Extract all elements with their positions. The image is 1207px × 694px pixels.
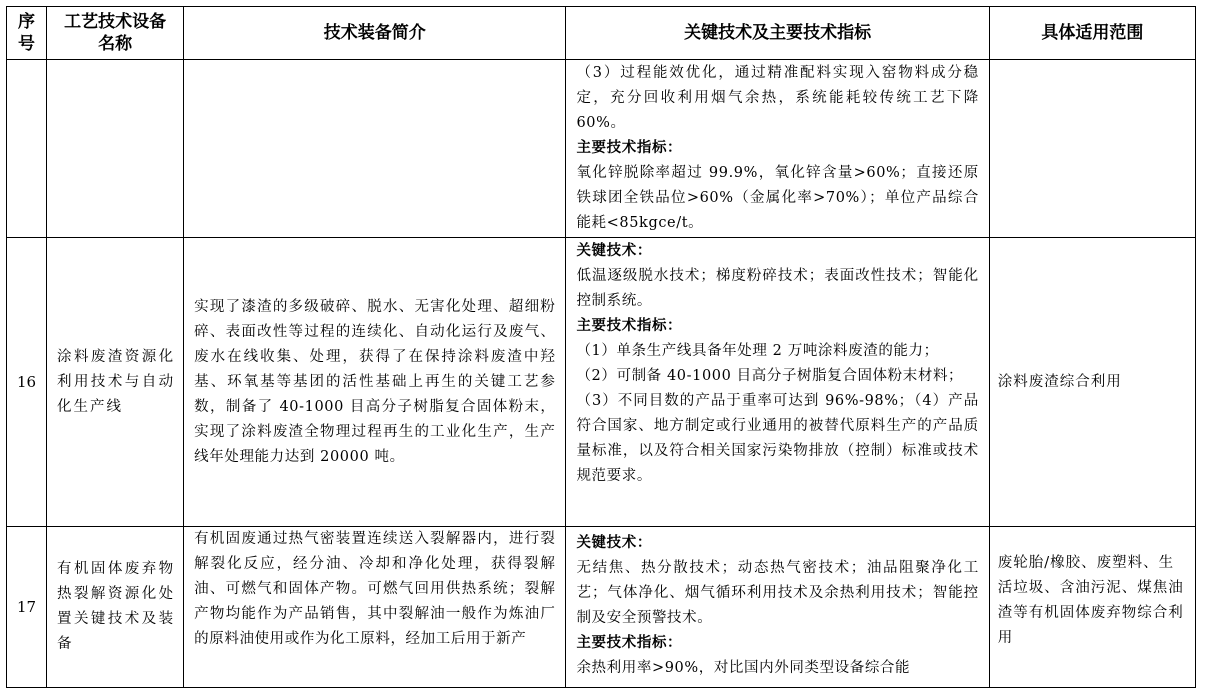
- row17-intro-cell: [184, 527, 566, 688]
- row17-scope: 废轮胎/橡胶、废塑料、生活垃圾、含油污泥、煤焦油渣等有机固体废弃物综合利用: [997, 555, 1184, 646]
- row17-indicators-heading: 主要技术指标：: [576, 635, 683, 651]
- row16-key-cell: [566, 238, 989, 527]
- row16-scope: 涂料废渣综合利用: [989, 238, 1195, 527]
- row15-no-cell: [7, 60, 47, 238]
- row15-scope-cell: [989, 60, 1195, 238]
- row16-key-heading: 关键技术：: [576, 243, 652, 259]
- table-row-16: [7, 238, 1196, 527]
- row17-name: 有机固体废弃物热裂解资源化处置关键技术及装备: [47, 527, 184, 688]
- header-scope: 具体适用范围: [989, 7, 1195, 60]
- header-key: 关键技术及主要技术指标: [566, 7, 989, 60]
- row16-indicator-1: （1）单条生产线具备年处理 2 万吨涂料废渣的能力；: [576, 343, 939, 359]
- row17-key-text: 无结焦、热分散技术；动态热气密技术；油品阻聚净化工艺；气体净化、烟气循环利用技术及余热利用技术；智能控制及安全预警技术。: [576, 560, 979, 626]
- row15-name-cell: [47, 60, 184, 238]
- header-no: 序号: [7, 7, 47, 60]
- row17-scope-cell: [989, 527, 1195, 688]
- technology-catalog-table: [6, 6, 1196, 688]
- row16-name: 涂料废渣资源化利用技术与自动化生产线: [47, 238, 184, 527]
- header-intro: 技术装备简介: [184, 7, 566, 60]
- row15-key-p3: （3）过程能效优化，通过精准配料实现入窑物料成分稳定，充分回收利用烟气余热，系统能耗较传统工艺下降 60%。: [576, 65, 979, 131]
- table-row-15-continued: [7, 60, 1196, 238]
- row17-no: 17: [7, 527, 47, 688]
- row17-key-cell: [566, 527, 989, 688]
- row16-intro: 实现了漆渣的多级破碎、脱水、无害化处理、超细粉碎、表面改性等过程的连续化、自动化运行及废气、废水在线收集、处理，获得了在保持涂料废渣中羟基、环氧基等基团的活性基础上再生的关键工艺参数，制备了 40-1000 目高分子树脂复合固体粉末，实现了涂料废渣全物理过程再生的工业化生产，生产线年处理能力达到 20000 吨。: [184, 238, 566, 527]
- row16-no: 16: [7, 238, 47, 527]
- row17-intro: 有机固废通过热气密装置连续送入裂解器内，进行裂解裂化反应，经分油、冷却和净化处理，获得裂解油、可燃气和固体产物。可燃气回用供热系统；裂解产物均能作为产品销售，其中裂解油一般作为炼油厂的原料油使用或作为化工原料，经加工后用于新产: [194, 531, 556, 647]
- row16-key-text: 低温逐级脱水技术；梯度粉碎技术；表面改性技术；智能化控制系统。: [576, 268, 979, 309]
- row15-indicators: 氧化锌脱除率超过 99.9%，氧化锌含量>60%；直接还原铁球团全铁品位>60%（金属化率>70%）；单位产品综合能耗<85kgce/t。: [576, 165, 979, 231]
- row17-key-heading: 关键技术：: [576, 535, 652, 551]
- row17-indicators: 余热利用率>90%，对比国内外同类型设备综合能: [576, 660, 911, 676]
- table-row-17: [7, 527, 1196, 688]
- row15-intro-cell: [184, 60, 566, 238]
- header-row: [7, 7, 1196, 60]
- row16-indicator-3: （3）不同目数的产品于重率可达到 96%-98%；（4）产品符合国家、地方制定或行业通用的被替代原料生产的产品质量标准，以及符合相关国家污染物排放（控制）标准或技术规范要求。: [576, 393, 979, 484]
- row15-key-cell: [566, 60, 989, 238]
- row16-indicator-2: （2）可制备 40-1000 目高分子树脂复合固体粉末材料；: [576, 368, 964, 384]
- header-name: 工艺技术设备名称: [47, 7, 184, 60]
- row16-indicators-heading: 主要技术指标：: [576, 318, 683, 334]
- row15-indicators-heading: 主要技术指标：: [576, 140, 683, 156]
